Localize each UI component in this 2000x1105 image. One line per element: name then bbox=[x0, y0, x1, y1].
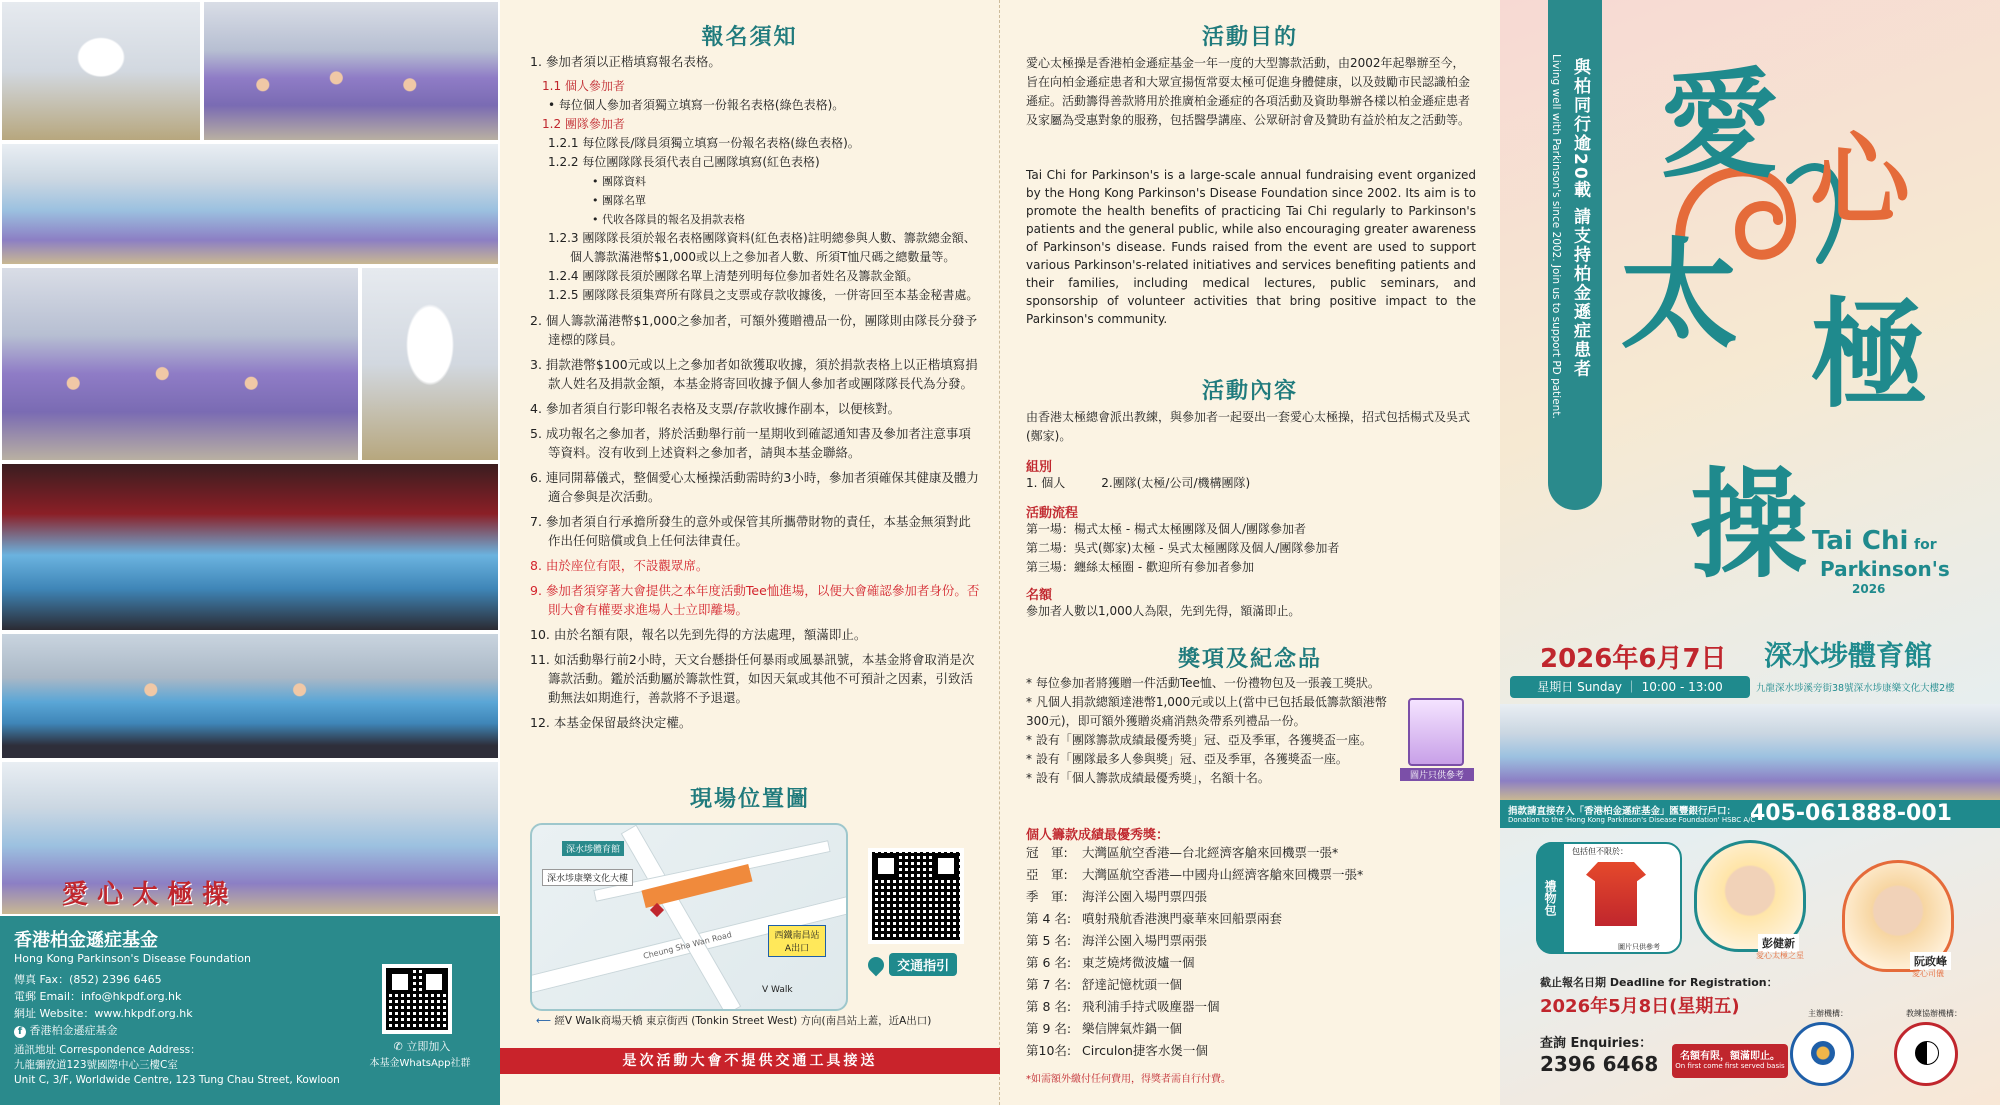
vertical-banner bbox=[1548, 0, 1602, 510]
best-prize-list bbox=[1026, 842, 1476, 1062]
prize-item: * 凡個人捐款總額達港幣1,000元或以上(當中已包括最低籌款額港幣300元)，即可額外獲贈炎痛消熱灸帶系列禮品一份。 bbox=[1026, 695, 1387, 728]
transport-label: 交通指引 bbox=[889, 953, 957, 976]
best-prize-row: 第 4 名: 噴射飛航香港澳門豪華來回船票兩套 bbox=[1026, 911, 1283, 926]
registration-list bbox=[530, 52, 980, 738]
best-prize-row: 第 6 名: 東芝燒烤微波爐一個 bbox=[1026, 955, 1195, 970]
tshirt-icon bbox=[1586, 862, 1646, 926]
reg-item-5: 5. 成功報名之參加者，將於活動舉行前一星期收到確認通知書及參加者注意事項等資料。沒有收到上述資料之參加者，請與本基金聯絡。 bbox=[530, 426, 971, 460]
vertical-slogan-en: Living well with Parkinson's since 2002. Join us to support PD patient. bbox=[1550, 54, 1562, 419]
best-prize-row: 亞 軍: 大灣區航空香港—中國舟山經濟客艙來回機票一張* bbox=[1026, 867, 1364, 882]
org-name-zh: 香港柏金遜症基金 bbox=[14, 930, 158, 951]
whatsapp-icon: ✆ bbox=[393, 1040, 403, 1053]
reg-item-11: 11. 如活動舉行前2小時，天文台懸掛任何暴雨或風暴訊號，本基金將會取消是次籌款活動。鑑於活動屬於籌款性質，如因天氣或其他不可預計之因素，引致活動無法如期進行，善款將不予退還。 bbox=[530, 652, 975, 705]
sub-1-1-detail: • 每位個人參加者須獨立填寫一份報名表格(綠色表格)。 bbox=[548, 98, 845, 112]
map-qr-code[interactable] bbox=[868, 848, 964, 944]
best-label: 個人籌款成績最優秀獎： bbox=[1026, 828, 1170, 843]
vertical-slogan-zh: 與柏同行逾20載 請支持柏金遜症患者 bbox=[1570, 58, 1590, 379]
photo-panel bbox=[0, 0, 500, 1105]
gift-pack-label: 禮物包 bbox=[1536, 842, 1564, 954]
gift-pack-note: 包括但不限於： bbox=[1572, 847, 1628, 856]
flow-list bbox=[1026, 520, 1476, 577]
no-transport-bar: 是次活動大會不提供交通工具接送 bbox=[500, 1048, 1000, 1074]
person1-role: 愛心太極之星 bbox=[1756, 951, 1804, 960]
deadline-label: 截止報名日期 Deadline for Registration： bbox=[1540, 976, 1778, 989]
fax: 傳真 Fax：(852) 2396 6465 bbox=[14, 973, 162, 986]
content-title: 活動內容 bbox=[1201, 379, 1298, 404]
acct-label: 捐款請直接存入「香港柏金遜症基金」匯豐銀行戶口： bbox=[1508, 806, 1737, 817]
organizer-logo bbox=[1790, 1022, 1854, 1086]
prize-list bbox=[1026, 674, 1406, 788]
address-label: 通訊地址 Correspondence Address： bbox=[14, 1044, 201, 1056]
map-pin-icon bbox=[865, 953, 888, 976]
title-char-cao: 操 bbox=[1690, 455, 1809, 594]
sub-1-2: 1.2 團隊參加者 bbox=[542, 117, 625, 131]
sub-1-2-2: 1.2.2 每位團隊隊長須代表自己團隊填寫(紅色表格) bbox=[548, 155, 820, 169]
person1-name: 彭健新 bbox=[1758, 934, 1799, 952]
hall-performance-photo bbox=[0, 142, 500, 266]
org-name-en: Hong Kong Parkinson's Disease Foundation bbox=[14, 952, 251, 965]
best-prize-row: 第 7 名: 舒達記憶枕頭一個 bbox=[1026, 977, 1183, 992]
yin-yang-icon bbox=[1915, 1041, 1939, 1065]
flow-item: 第一場：楊式太極 - 楊式太極團隊及個人/團隊參加者 bbox=[1026, 522, 1307, 536]
title-char-xin: 心 bbox=[1810, 121, 1910, 239]
best-prize-row: 第 9 名: 樂信牌氣炸鍋一個 bbox=[1026, 1021, 1183, 1036]
map-label-vwalk: V Walk bbox=[762, 985, 793, 995]
prize-item: * 設有「團隊最多人參與獎」冠、亞及季軍，各獲獎盃一座。 bbox=[1026, 752, 1348, 766]
whatsapp-qr-code[interactable] bbox=[382, 964, 452, 1034]
flow-label: 活動流程 bbox=[1026, 506, 1079, 521]
purpose-zh: 愛心太極操是香港柏金遜症基金一年一度的大型籌款活動，由2002年起舉辦至今，旨在向柏金遜症患者和大眾宣揚恆常耍太極可促進身體健康，以及鼓勵市民認識柏金遜症。活動籌得善款將用於推廣柏金遜症的各項活動及資助舉辦各樣以柏金遜症患者及家屬為受惠對象的服務，包括醫學講座、公眾研討會及贊助有益於柏友之活動等。 bbox=[1026, 56, 1471, 127]
reg-item-3: 3. 捐款港幣$100元或以上之參加者如欲獲取收據，須於捐款表格上以正楷填寫捐款人姓名及捐款金額，本基金將寄回收據予個人參加者或團隊隊長代為分發。 bbox=[530, 357, 978, 391]
event-banner: 愛 心 太 極 操 bbox=[62, 880, 229, 910]
taichi-master-photo bbox=[0, 0, 202, 142]
prize-item: * 設有「個人籌款成績最優秀獎」，名額十名。 bbox=[1026, 771, 1270, 785]
prize-title: 獎項及紀念品 bbox=[1177, 647, 1322, 672]
organizer-label: 主辦機構： bbox=[1808, 1009, 1848, 1018]
email[interactable]: 電郵 Email：info@hkpdf.org.hk bbox=[14, 990, 182, 1003]
sub-1-2-5: 1.2.5 團隊隊長須集齊所有隊員之支票或存款收據後，一併寄回至本基金秘書處。 bbox=[548, 288, 979, 302]
reg-item-6: 6. 連同開幕儀式，整個愛心太極操活動需時約3小時，參加者須確保其健康及體力適合參與是次活動。 bbox=[530, 470, 979, 504]
map-label-station: 西鐵南昌站 A出口 bbox=[768, 925, 826, 957]
title-en-parkinsons: Parkinson's bbox=[1820, 557, 1950, 581]
address-zh: 九龍彌敦道123號國際中心三樓C室 bbox=[14, 1059, 178, 1071]
reg-item-9: 9. 參加者須穿著大會提供之本年度活動Tee恤進場，以便大會確認參加者身份。否則大會有權要求進場人士立即離場。 bbox=[530, 583, 980, 617]
title-en-for: for bbox=[1913, 537, 1937, 553]
transport-guide[interactable] bbox=[868, 953, 978, 983]
bullet-2: • 代收各隊員的報名及捐款表格 bbox=[592, 213, 745, 226]
purpose-en: Tai Chi for Parkinson's is a large-scale annual fundraising event organized by the Hong Kong Parkinson's Disease Foundation since 2002. Its aim is to promote the health benefits of practicing Tai Chi regularly to Parkinson's patients and the general public, while also encouraging greater awareness of Parkinson's disease. Funds raised from the event are used to support various Parkinson's-related initiatives and services benefiting patients and their families, including medical lectures, public seminars, and sponsorship of volunteer activities that bring positive impact to the Parkinson's community. bbox=[1026, 168, 1476, 326]
title-char-ai: 愛 bbox=[1660, 55, 1779, 194]
title-en bbox=[1812, 526, 1937, 556]
map-label-venue: 深水埗體育館 bbox=[562, 841, 624, 856]
hkpdf-emblem-icon bbox=[1811, 1041, 1835, 1065]
map-road-cross bbox=[621, 825, 742, 1011]
gift-image bbox=[1408, 698, 1464, 766]
acct-number: 405-061888-001 bbox=[1750, 801, 1952, 826]
reg-item-7: 7. 參加者須自行承擔所發生的意外或保管其所攜帶財物的責任，本基金無須對此作出任何賠償或負上任何法律責任。 bbox=[530, 514, 971, 548]
arrow-left-icon: ⟵ bbox=[536, 1015, 552, 1027]
address-en: Unit C, 3/F, Worldwide Centre, 123 Tung Chau Street, Kowloon bbox=[14, 1074, 340, 1086]
website[interactable]: 網址 Website：www.hkpdf.org.hk bbox=[14, 1007, 193, 1020]
whatsapp-sub: 本基金WhatsApp社群 bbox=[369, 1058, 471, 1069]
flow-item: 第二場：吳式(鄭家)太極 - 吳式太極團隊及個人/團隊參加者 bbox=[1026, 541, 1340, 555]
donation-account-bar bbox=[1500, 800, 2000, 828]
reg-item-1: 1. 參加者須以正楷填寫報名表格。 bbox=[530, 54, 721, 69]
coorganizer-logo bbox=[1894, 1022, 1958, 1086]
prize-item: * 每位參加者將獲贈一件活動Tee恤、一份禮物包及一張義工獎狀。 bbox=[1026, 676, 1380, 690]
best-prize-row: 季 軍: 海洋公園入場門票四張 bbox=[1026, 889, 1208, 904]
sub-1-2-3: 1.2.3 團隊隊長須於報名表格團隊資料(紅色表格)註明總參與人數、籌款總金額、個人籌款滿港幣$1,000或以上之參加者人數、所須T恤尺碼之總數量等。 bbox=[548, 231, 976, 264]
gift-note: 圖片只供參考 bbox=[1400, 768, 1474, 781]
group-photo-2 bbox=[0, 266, 360, 462]
title-char-ji: 極 bbox=[1810, 285, 1929, 424]
sub-1-2-1: 1.2.1 每位隊長/隊員須獨立填寫一份報名表格(綠色表格)。 bbox=[548, 136, 860, 150]
gift-pack-box bbox=[1536, 842, 1682, 954]
event-time: 星期日 Sunday ｜ 10:00 - 13:00 bbox=[1510, 676, 1750, 698]
purpose-title: 活動目的 bbox=[1201, 25, 1298, 50]
title-en-taichi: Tai Chi bbox=[1812, 526, 1909, 556]
map-title: 現場位置圖 bbox=[689, 787, 810, 812]
enquiry-label: 查詢 Enquiries： bbox=[1540, 1036, 1653, 1051]
footnote: *如需額外繳付任何費用，得獎者需自行付費。 bbox=[1026, 1074, 1231, 1085]
event-hall-photo bbox=[0, 760, 500, 916]
best-prize-row: 第 8 名: 飛利浦手持式吸塵器一個 bbox=[1026, 999, 1220, 1014]
reg-item-8: 8. 由於座位有限，不設觀眾席。 bbox=[530, 558, 709, 573]
practice-photo bbox=[0, 632, 500, 760]
reg-item-2: 2. 個人籌款滿港幣$1,000之參加者，可額外獲贈禮品一份，團隊則由隊長分發予達標的隊員。 bbox=[530, 313, 978, 347]
location-map[interactable] bbox=[530, 823, 848, 1011]
best-prize-row: 第 5 名: 海洋公園入場門票兩張 bbox=[1026, 933, 1208, 948]
stage-group-photo bbox=[0, 462, 500, 632]
bullet-1: • 團隊名單 bbox=[592, 194, 646, 207]
quota-badge: 名額有限，額滿即止。 On first come first served basis bbox=[1672, 1044, 1788, 1078]
map-label-building: 深水埗康樂文化大樓 bbox=[542, 869, 633, 886]
reg-item-12: 12. 本基金保留最終決定權。 bbox=[530, 715, 692, 730]
group-photo-1 bbox=[202, 0, 500, 142]
quota-label: 名額 bbox=[1026, 588, 1053, 603]
facebook-name: 香港柏金遜症基金 bbox=[29, 1024, 118, 1037]
whatsapp-join: ✆ 立即加入 bbox=[393, 1040, 451, 1053]
quota-text: 參加者人數以1,000人為限，先到先得，額滿即止。 bbox=[1026, 604, 1301, 618]
tee-note: 圖片只供參考 bbox=[1618, 943, 1660, 951]
performer-photo bbox=[360, 266, 500, 462]
reg-item-10: 10. 由於名額有限，報名以先到先得的方法處理，額滿即止。 bbox=[530, 627, 867, 642]
coorganizer-label: 教練協辦機構： bbox=[1906, 1009, 1962, 1018]
title-year: 2026 bbox=[1852, 582, 1886, 596]
prize-item: * 設有「團隊籌款成績最優秀獎」冠、亞及季軍，各獲獎盃一座。 bbox=[1026, 733, 1372, 747]
registration-title: 報名須知 bbox=[701, 25, 798, 50]
venue-address: 九龍深水埗溪旁街38號深水埗康樂文化大樓2樓 bbox=[1756, 683, 1955, 694]
enquiry-number: 2396 6468 bbox=[1540, 1052, 1659, 1076]
title-char-tai: 太 bbox=[1620, 225, 1739, 364]
map-note: ⟵ 經V Walk商場天橋 東京街西 (Tonkin Street West) 方向(南昌站上蓋，近A出口) bbox=[536, 1015, 932, 1027]
group-text: 1. 個人 2.團隊(太極/公司/機構團隊) bbox=[1026, 476, 1251, 490]
best-prize-row: 第10名: Circulon捷客水煲一個 bbox=[1026, 1043, 1208, 1058]
event-info-panel bbox=[1000, 0, 1500, 1105]
acct-label-en: Donation to the 'Hong Kong Parkinson's Disease Foundation' HSBC A/C bbox=[1508, 816, 1756, 824]
person2-name: 阮政峰 bbox=[1910, 952, 1951, 970]
cover-crowd-photo bbox=[1500, 704, 2000, 800]
content-text: 由香港太極總會派出教練，與參加者一起耍出一套愛心太極操，招式包括楊式及吳式(鄭家)。 bbox=[1026, 410, 1471, 443]
person2-role: 愛心司儀 bbox=[1912, 969, 1944, 978]
sub-1-1: 1.1 個人參加者 bbox=[542, 79, 625, 93]
facebook-icon: f bbox=[14, 1026, 26, 1038]
deadline-date: 2026年5月8日(星期五) bbox=[1540, 996, 1740, 1017]
best-prize-row: 冠 軍: 大灣區航空香港—台北經濟客艙來回機票一張* bbox=[1026, 845, 1339, 860]
group-label: 組別 bbox=[1026, 460, 1053, 475]
event-date: 2026年6月7日 bbox=[1540, 644, 1727, 674]
foundation-contact bbox=[0, 916, 500, 1105]
flow-item: 第三場：纏絲太極圈 - 歡迎所有參加者參加 bbox=[1026, 560, 1254, 574]
bullet-0: • 團隊資料 bbox=[592, 175, 646, 188]
map-label-road: Cheung Sha Wan Road bbox=[642, 930, 733, 961]
sub-1-2-4: 1.2.4 團隊隊長須於團隊名單上清楚列明每位參加者姓名及籌款金額。 bbox=[548, 269, 919, 283]
reg-item-4: 4. 參加者須自行影印報名表格及支票/存款收據作副本，以便核對。 bbox=[530, 401, 901, 416]
event-venue: 深水埗體育館 bbox=[1764, 639, 1933, 672]
